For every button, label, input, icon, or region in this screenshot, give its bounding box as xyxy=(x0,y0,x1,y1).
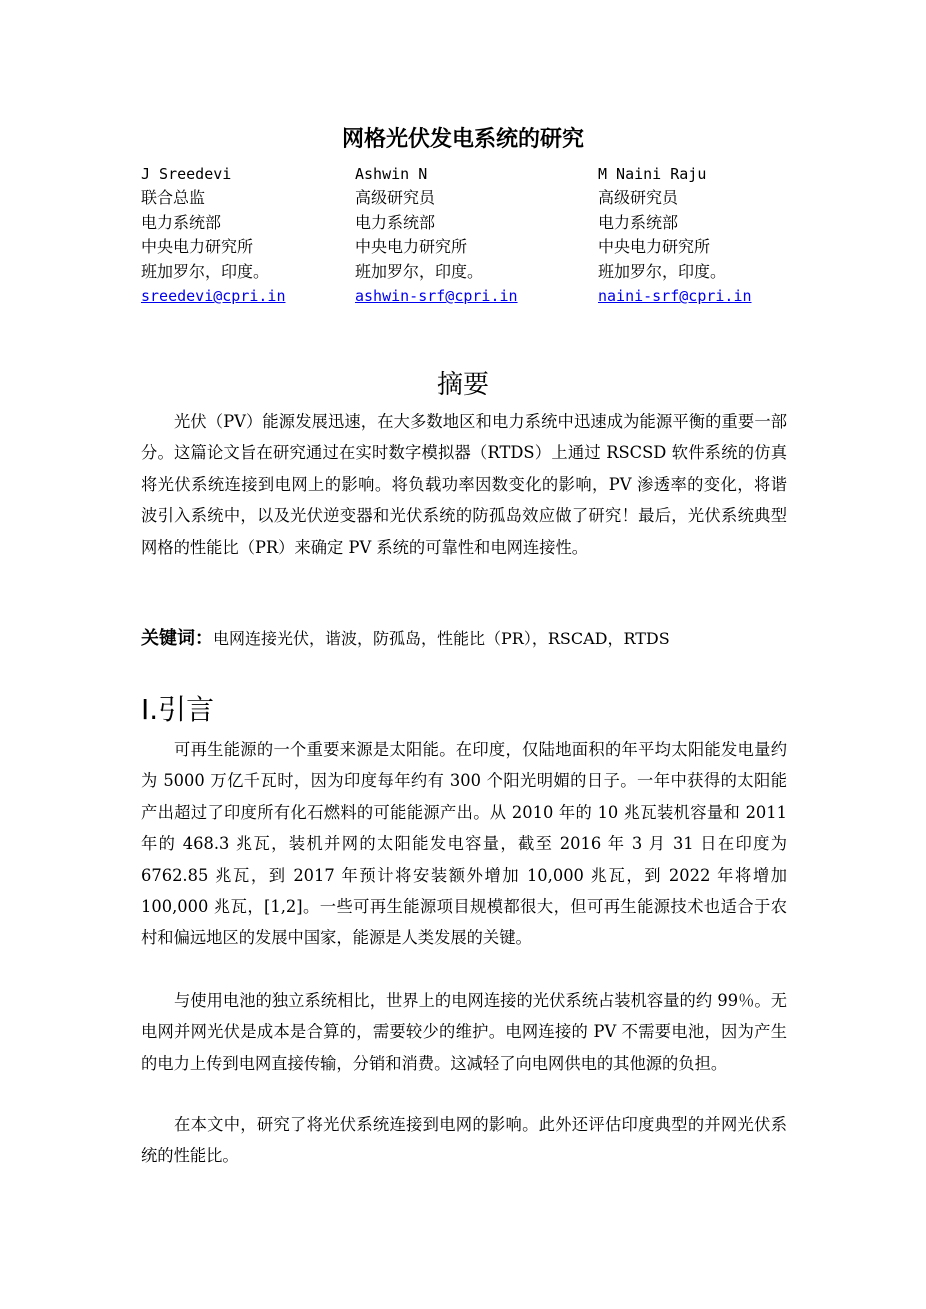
section-paragraph: 在本文中，研究了将光伏系统连接到电网的影响。此外还评估印度典型的并网光伏系统的性能比。 xyxy=(141,1115,787,1166)
author-institute: 中央电力研究所 xyxy=(355,237,468,257)
author-location: 班加罗尔，印度。 xyxy=(355,261,484,281)
author-2 xyxy=(355,162,518,308)
author-role: 联合总监 xyxy=(141,188,206,208)
author-location: 班加罗尔，印度。 xyxy=(598,261,727,281)
keywords-text: 电网连接光伏，谐波，防孤岛，性能比（PR），RSCAD，RTDS xyxy=(213,629,670,648)
author-role: 高级研究员 xyxy=(355,188,436,208)
author-email-link[interactable]: sreedevi@cpri.in xyxy=(141,286,286,305)
abstract-text: 光伏（PV）能源发展迅速，在大多数地区和电力系统中迅速成为能源平衡的重要一部分。这篇论文旨在研究通过在实时数字模拟器（RTDS）上通过 RSCSD 软件系统的仿真将光伏系统连接到电网上的影响。将负载功率因数变化的影响，PV 渗透率的变化，将谐波引入系统中，以及光伏逆变器和光伏系统的防孤岛效应做了研究！最后，光伏系统典型网格的性能比（PR）来确定 PV 系统的可靠性和电网连接性。 xyxy=(141,412,787,557)
author-1 xyxy=(141,162,286,308)
section-paragraph: 可再生能源的一个重要来源是太阳能。在印度，仅陆地面积的年平均太阳能发电量约为 5000 万亿千瓦时，因为印度每年约有 300 个阳光明媚的日子。一年中获得的太阳能产出超过了印度所有化石燃料的可能能源产出。从 2010 年的 10 兆瓦装机容量和 2011 年的 468.3 兆瓦，装机并网的太阳能发电容量，截至 2016 年 3 月 31 日在印度为 6762.85 兆瓦，到 2017 年预计将安装额外增加 10,000 兆瓦，到 2022 年将增加 100,000 兆瓦，[1,2]。一些可再生能源项目规模都很大，但可再生能源技术也适合于农村和偏远地区的发展中国家，能源是人类发展的关键。 xyxy=(141,740,787,948)
author-3 xyxy=(598,162,752,308)
author-institute: 中央电力研究所 xyxy=(141,237,254,257)
section-heading: I.引言 xyxy=(141,693,215,726)
author-name: Ashwin N xyxy=(355,165,428,183)
author-department: 电力系统部 xyxy=(355,212,436,232)
author-department: 电力系统部 xyxy=(141,212,222,232)
paper-title: 网格光伏发电系统的研究 xyxy=(341,127,584,152)
author-email-link[interactable]: naini-srf@cpri.in xyxy=(598,286,752,305)
author-name: J Sreedevi xyxy=(141,165,232,183)
author-location: 班加罗尔，印度。 xyxy=(141,261,270,281)
author-department: 电力系统部 xyxy=(598,212,679,232)
keywords-label: 关键词： xyxy=(141,628,213,649)
abstract-heading: 摘要 xyxy=(436,370,489,400)
section-paragraph: 与使用电池的独立系统相比，世界上的电网连接的光伏系统占装机容量的约 99％。无电网并网光伏是成本是合算的，需要较少的维护。电网连接的 PV 不需要电池，因为产生的电力上传到电网直接传输，分销和消费。这减轻了向电网供电的其他源的负担。 xyxy=(141,991,787,1073)
author-institute: 中央电力研究所 xyxy=(598,237,711,257)
author-email-link[interactable]: ashwin-srf@cpri.in xyxy=(355,286,518,305)
author-role: 高级研究员 xyxy=(598,188,679,208)
keywords xyxy=(141,624,787,654)
author-name: M Naini Raju xyxy=(598,165,707,183)
